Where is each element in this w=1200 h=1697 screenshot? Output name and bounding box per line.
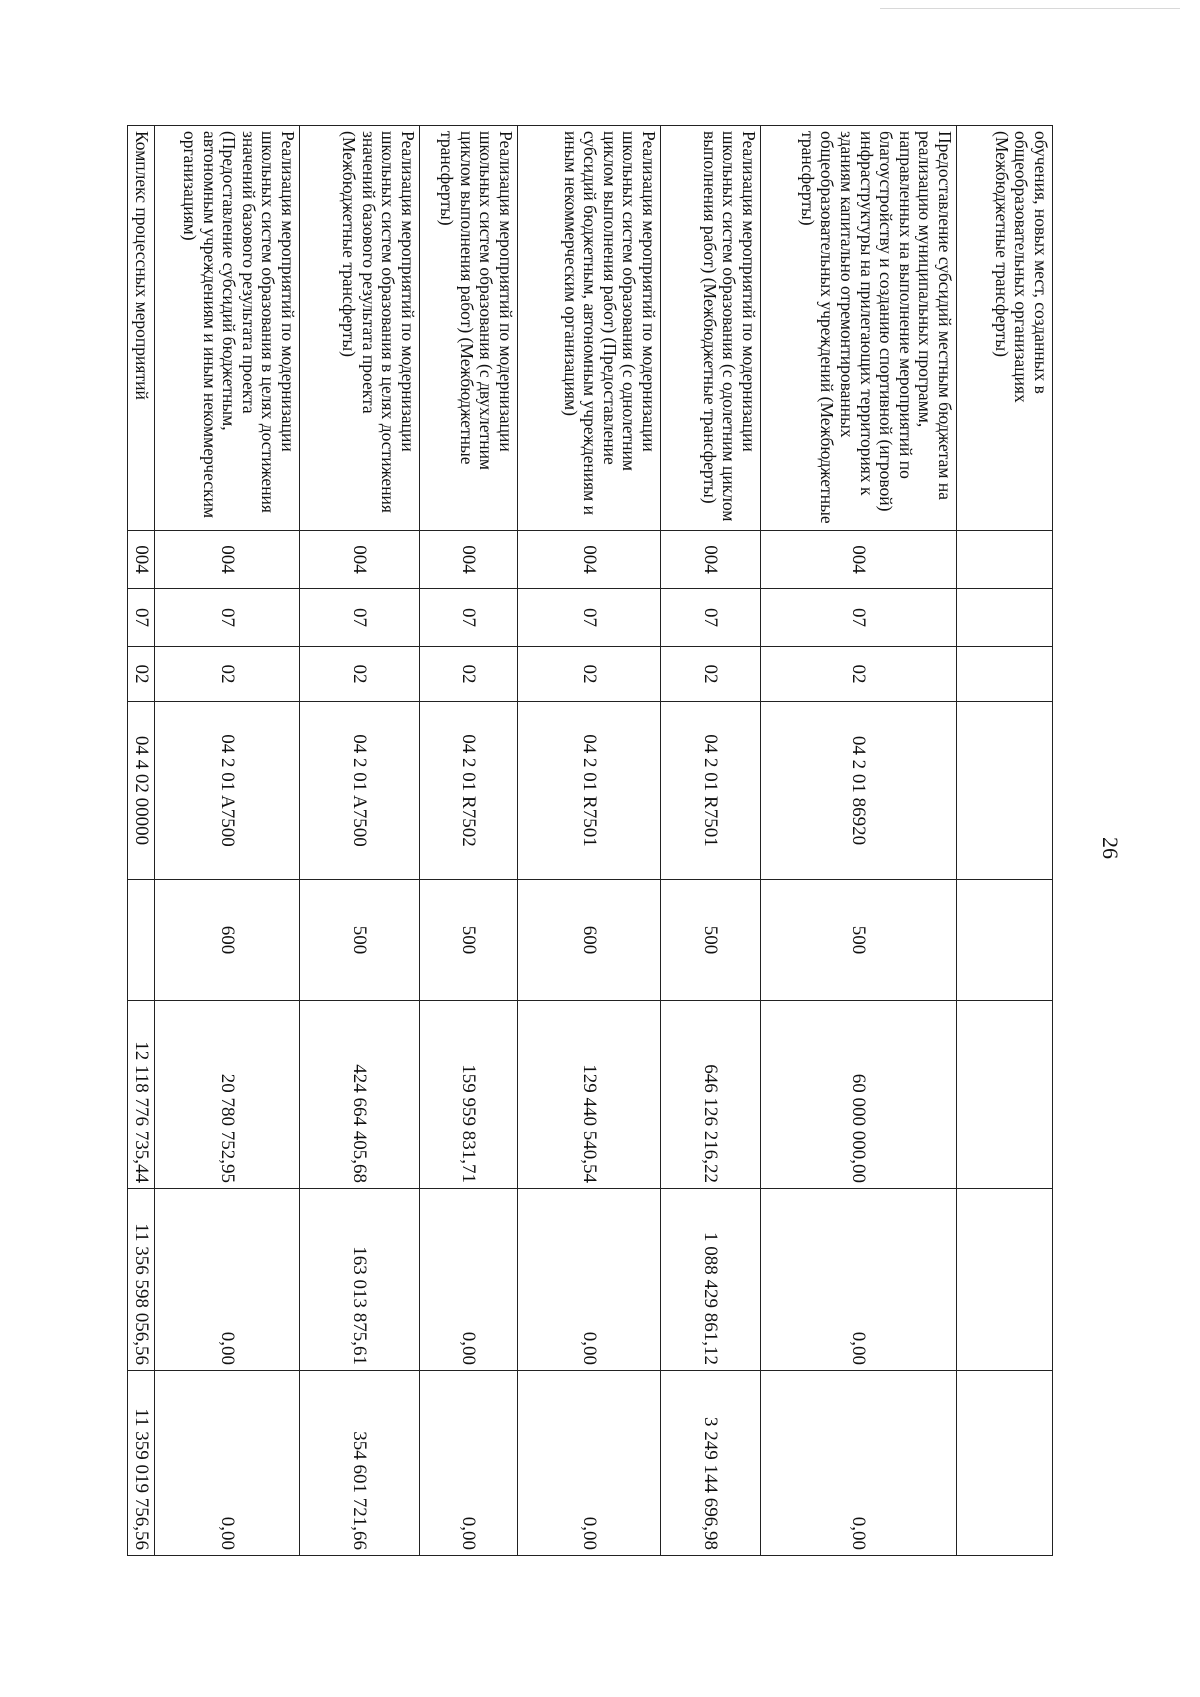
- cell-csr: 04 2 01 R7502: [420, 702, 518, 880]
- cell-csr: 04 2 01 R7501: [518, 702, 661, 880]
- cell-sum-2: 0,00: [761, 1189, 957, 1371]
- cell-rz: 07: [300, 589, 420, 647]
- cell-sum-3: 0,00: [155, 1371, 300, 1556]
- cell-grbs: 004: [300, 531, 420, 589]
- table-row: [300, 126, 420, 1556]
- cell-vr: 600: [518, 880, 661, 1001]
- cell-sum-1: [957, 1001, 1053, 1189]
- cell-rz: 07: [661, 589, 761, 647]
- cell-sum-1: 20 780 752,95: [155, 1001, 300, 1189]
- cell-rz: 07: [155, 589, 300, 647]
- cell-sum-2: 0,00: [420, 1189, 518, 1371]
- cell-rz: 07: [420, 589, 518, 647]
- cell-sum-1: 60 000 000,00: [761, 1001, 957, 1189]
- cell-pr: 02: [420, 647, 518, 702]
- cell-pr: 02: [661, 647, 761, 702]
- cell-vr: 500: [761, 880, 957, 1001]
- cell-vr: 500: [300, 880, 420, 1001]
- cell-sum-1: 129 440 540,54: [518, 1001, 661, 1189]
- cell-sum-3: 0,00: [420, 1371, 518, 1556]
- cell-vr: 600: [155, 880, 300, 1001]
- cell-grbs: 004: [661, 531, 761, 589]
- cell-vr: [957, 880, 1053, 1001]
- cell-sum-3: [957, 1371, 1053, 1556]
- cell-grbs: 004: [128, 531, 155, 589]
- cell-sum-1: 159 959 831,71: [420, 1001, 518, 1189]
- table-row: [957, 126, 1053, 1556]
- cell-pr: 02: [155, 647, 300, 702]
- cell-grbs: 004: [155, 531, 300, 589]
- page-number: 26: [1098, 837, 1123, 859]
- row-description: Реализация мероприятий по модернизации школьных систем образования в целях достижения значений базового результата проекта (Межбюджетные трансферты): [300, 126, 420, 531]
- cell-csr: 04 2 01 R7501: [661, 702, 761, 880]
- cell-grbs: 004: [761, 531, 957, 589]
- row-description: Реализация мероприятий по модернизации школьных систем образования (с двухлетним циклом выполнения работ) (Межбюджетные трансферты): [420, 126, 518, 531]
- row-description: Предоставление субсидий местным бюджетам на реализацию муниципальных программ, направленных на выполнение мероприятий по благоустройству и созданию спортивной (игровой) инфраструктуры на прилегающих территориях к зданиям капитально отремонтированных общеобразовательных учреждений (Межбюджетные трансферты): [761, 126, 957, 531]
- cell-vr: 500: [661, 880, 761, 1001]
- cell-csr: 04 2 01 86920: [761, 702, 957, 880]
- table-row: [420, 126, 518, 1556]
- row-description: Реализация мероприятий по модернизации школьных систем образования (с одолетним циклом выполнения работ) (Межбюджетные трансферты): [661, 126, 761, 531]
- row-description: Комплекс процессных мероприятий: [128, 126, 155, 531]
- cell-csr: 04 2 01 A7500: [300, 702, 420, 880]
- cell-sum-2: [957, 1189, 1053, 1371]
- cell-sum-2: 0,00: [518, 1189, 661, 1371]
- cell-sum-1: 646 126 216,22: [661, 1001, 761, 1189]
- table-row: [661, 126, 761, 1556]
- cell-pr: 02: [300, 647, 420, 702]
- cell-sum-3: 354 601 721,66: [300, 1371, 420, 1556]
- cell-sum-1: 424 664 405,68: [300, 1001, 420, 1189]
- cell-sum-3: 0,00: [761, 1371, 957, 1556]
- cell-vr: [128, 880, 155, 1001]
- cell-grbs: 004: [518, 531, 661, 589]
- cell-sum-2: 11 356 598 056,56: [128, 1189, 155, 1371]
- cell-sum-2: 0,00: [155, 1189, 300, 1371]
- cell-rz: 07: [518, 589, 661, 647]
- row-description: Реализация мероприятий по модернизации школьных систем образования в целях достижения значений базового результата проекта (Предоставление субсидий бюджетным, автономным учреждениям и иным некоммерческим организациям): [155, 126, 300, 531]
- cell-pr: 02: [128, 647, 155, 702]
- table-row: [761, 126, 957, 1556]
- table-row: [518, 126, 661, 1556]
- cell-pr: 02: [518, 647, 661, 702]
- table-row: [128, 126, 155, 1556]
- row-description: Реализация мероприятий по модернизации школьных систем образования (с однолетним циклом выполнения работ) (Предоставление субсидий бюджетным, автономным учреждениям и иным некоммерческим организациям): [518, 126, 661, 531]
- cell-grbs: [957, 531, 1053, 589]
- cell-csr: 04 2 01 A7500: [155, 702, 300, 880]
- cell-sum-2: 1 088 429 861,12: [661, 1189, 761, 1371]
- cell-sum-3: 3 249 144 696,98: [661, 1371, 761, 1556]
- cell-csr: 04 4 02 00000: [128, 702, 155, 880]
- cell-sum-2: 163 013 875,61: [300, 1189, 420, 1371]
- budget-table: [127, 125, 1053, 1556]
- cell-vr: 500: [420, 880, 518, 1001]
- cell-sum-3: 11 359 019 756,56: [128, 1371, 155, 1556]
- cell-pr: [957, 647, 1053, 702]
- cell-pr: 02: [761, 647, 957, 702]
- cell-rz: 07: [761, 589, 957, 647]
- cell-sum-1: 12 118 776 735,44: [128, 1001, 155, 1189]
- cell-rz: 07: [128, 589, 155, 647]
- scan-artifact: [880, 8, 1180, 9]
- rotated-table-container: [128, 125, 1053, 1555]
- cell-rz: [957, 589, 1053, 647]
- cell-sum-3: 0,00: [518, 1371, 661, 1556]
- cell-csr: [957, 702, 1053, 880]
- table-row: [155, 126, 300, 1556]
- cell-grbs: 004: [420, 531, 518, 589]
- row-description: обучения, новых мест, созданных в общеобразовательных организациях (Межбюджетные трансферты): [957, 126, 1053, 531]
